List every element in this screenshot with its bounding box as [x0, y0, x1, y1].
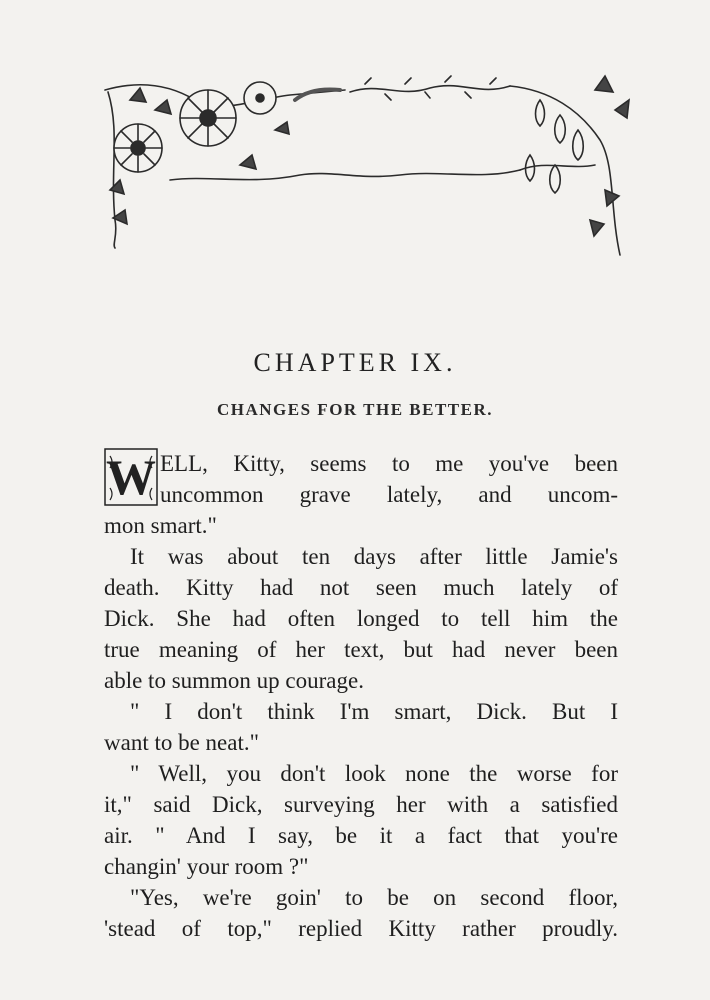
paragraph-5 — [104, 882, 618, 944]
text-line: 'stead of top," replied Kitty rather proudly. — [104, 916, 618, 941]
paragraph-4 — [104, 758, 618, 882]
text-line: mon smart." — [104, 513, 217, 538]
text-line: it," said Dick, surveying her with a satisfied — [104, 792, 618, 817]
text-line: air. " And I say, be it a fact that you're — [104, 823, 618, 848]
ornate-w-dropcap-icon — [104, 448, 158, 506]
text-line: " I don't think I'm smart, Dick. But I — [130, 699, 618, 724]
text-line: ELL, Kitty, seems to me you've been — [160, 451, 618, 476]
text-line: "Yes, we're goin' to be on second floor, — [130, 885, 618, 910]
chapter-body — [104, 448, 618, 944]
chapter-subtitle: CHANGES FOR THE BETTER. — [216, 400, 494, 419]
paragraph-2 — [104, 541, 618, 696]
text-line: able to summon up courage. — [104, 668, 364, 693]
paragraph-3 — [104, 696, 618, 758]
text-line: changin' your room ?" — [104, 854, 309, 879]
text-line: true meaning of her text, but had never been — [104, 637, 618, 662]
text-line: want to be neat." — [104, 730, 260, 755]
text-line: It was about ten days after little Jamie's — [130, 544, 618, 569]
paragraph-1 — [104, 448, 618, 541]
text-line: Dick. She had often longed to tell him the — [104, 606, 618, 631]
chapter-title: CHAPTER IX. — [253, 348, 457, 377]
dropcap-letter: W — [106, 449, 156, 505]
text-line: uncommon grave lately, and uncom- — [160, 482, 618, 507]
text-line: " Well, you don't look none the worse for — [130, 761, 618, 786]
floral-header-ornament-icon — [100, 70, 630, 260]
text-line: death. Kitty had not seen much lately of — [104, 575, 618, 600]
